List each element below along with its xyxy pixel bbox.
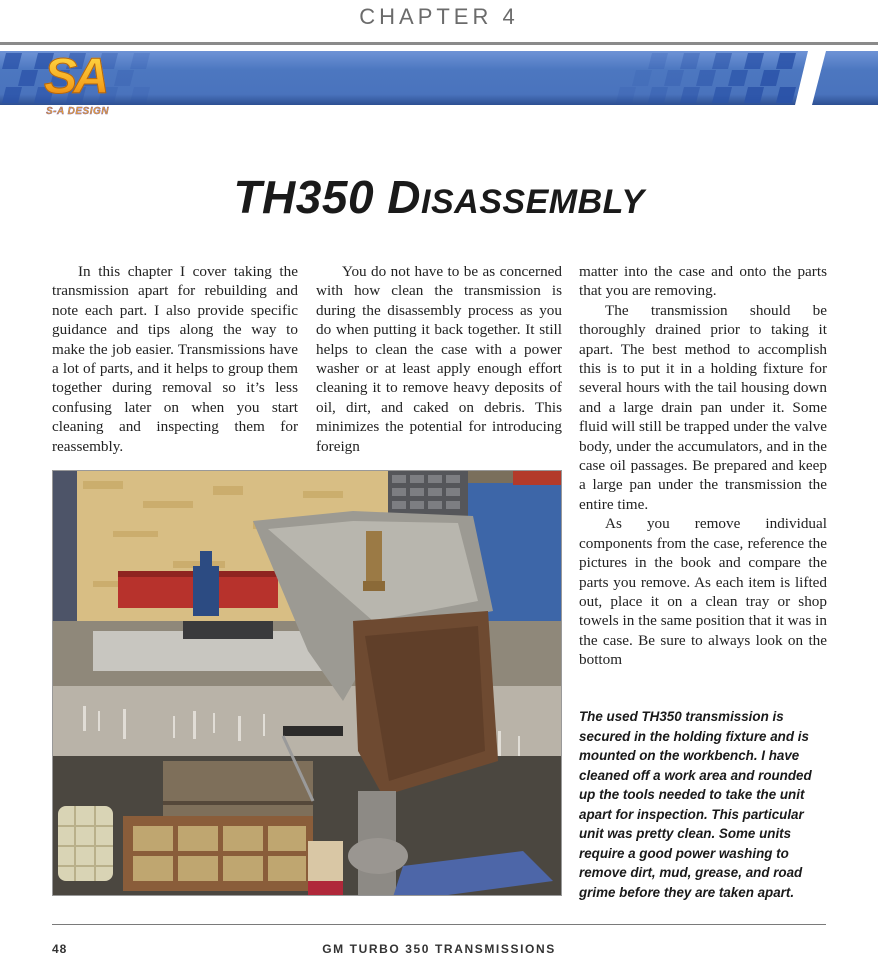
body-column-2: [316, 262, 562, 456]
page-title: [0, 170, 878, 224]
banner-tail-segment: [812, 51, 878, 105]
logo-mark: SA: [44, 48, 106, 104]
body-column-1: [52, 262, 298, 456]
title-smallcaps: ISASSEMBLY: [421, 183, 645, 221]
body-paragraph: As you remove individual components from the case, reference the pictures in the book and compare the parts you remove. As each item is lifted out, place it on a clean tray or shop towels in the same position that it was in the case. Be sure to always look on the bottom: [579, 515, 827, 669]
running-title: GM TURBO 350 TRANSMISSIONS: [322, 942, 556, 956]
logo-wordmark: S-A DESIGN: [46, 106, 109, 117]
bottom-rule: [52, 924, 826, 925]
figure-caption: The used TH350 transmission is secured in the holding fixture and is mounted on the workbench. I have cleaned off a work area and rounded up the tools needed to take the unit apart for inspection. This particular unit was pretty clean. Some units require a good power washing to remove dirt, mud, grease, and road grime before they are taken apart.: [579, 709, 812, 900]
chapter-banner: [0, 48, 878, 117]
checker-pattern-right: [590, 51, 810, 105]
top-rule: [0, 42, 878, 45]
body-paragraph: The transmission should be thoroughly drained prior to taking it apart. The best method to accomplish this is to put it in a holding fixture for several hours with the tail housing down and a large drain pan under it. Some fluid will still be trapped under the valve body, under the accumulators, and in the case oil passages. Be prepared and keep a large pan under the transmission the entire time.: [579, 301, 827, 513]
page-number: 48: [52, 942, 68, 956]
title-lead: TH350 D: [233, 171, 422, 223]
body-column-3: [579, 262, 827, 670]
body-paragraph: matter into the case and onto the parts that you are removing.: [579, 263, 827, 300]
chapter-label: CHAPTER 4: [359, 4, 519, 29]
workbench-photo-illustration: [53, 471, 562, 896]
sa-design-logo: [40, 48, 130, 121]
transmission-photo: [52, 470, 562, 896]
body-paragraph: In this chapter I cover taking the transmission apart for rebuilding and note each part. I also provide specific guidance and tips along the way to make the job easier. Transmissions have a lot of parts, and it helps to group them together during removal so it’s less confusing later on when you start cleaning and inspecting them for reassembly.: [52, 263, 298, 455]
body-paragraph: You do not have to be as concerned with how clean the transmission is during the disassembly process as you do when putting it back together. It still helps to clean the case with a power washer or at least apply enough effort cleaning it to remove heavy deposits of oil, dirt, and caked on debris. This minimizes the potential for introducing foreign: [316, 263, 562, 455]
